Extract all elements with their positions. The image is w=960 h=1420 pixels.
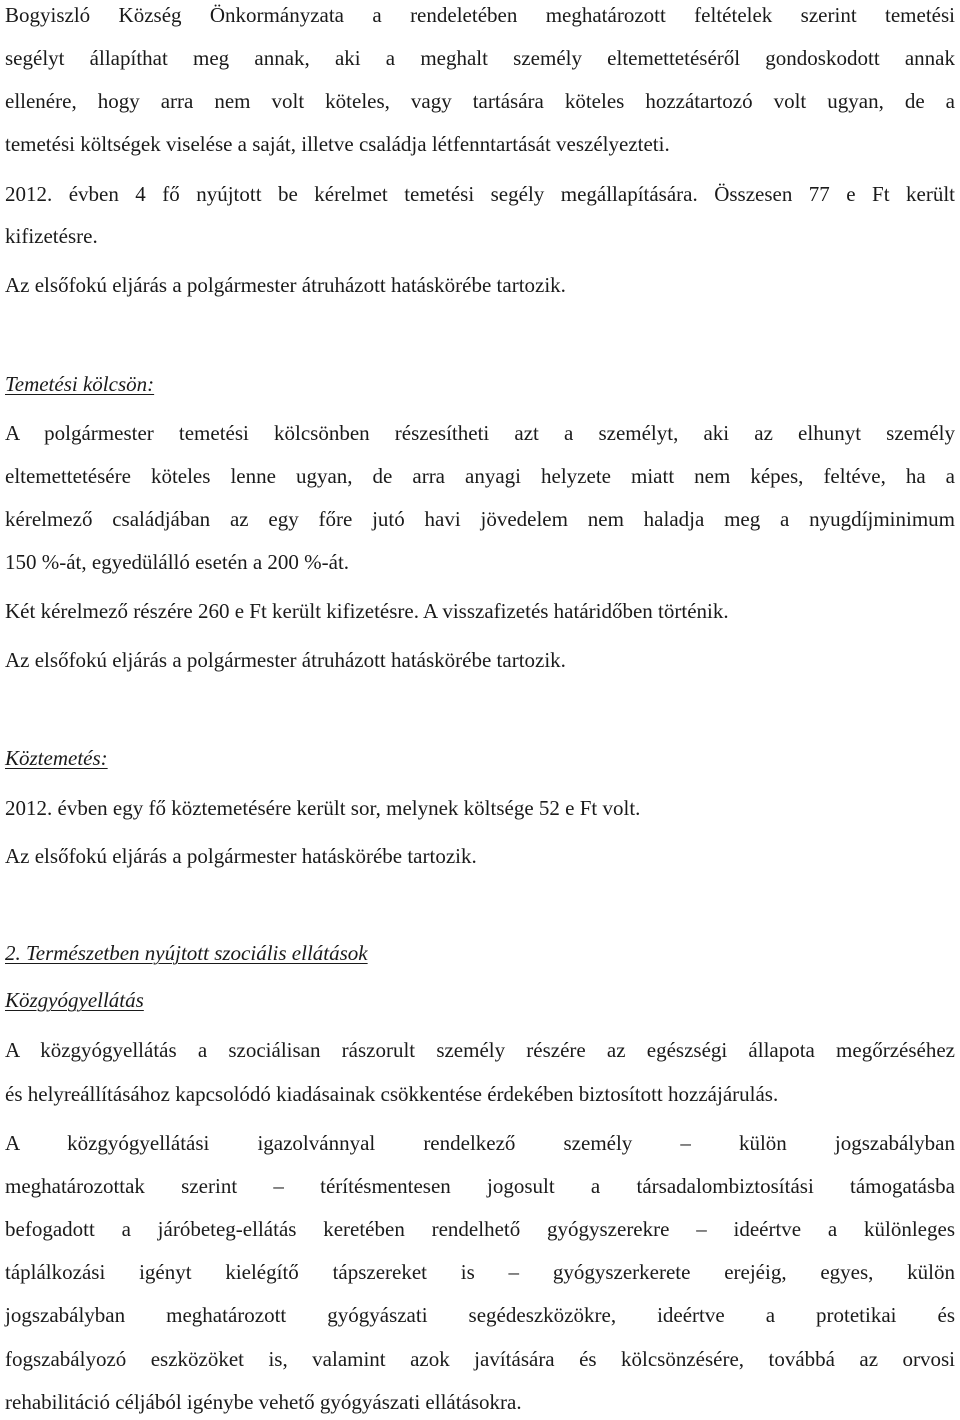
paragraph-line: jogszabályban meghatározott gyógyászati segédeszközökre, ideértve a protetikai és bbox=[5, 1303, 955, 1327]
section-heading-temetesi-kolcson: Temetési kölcsön: bbox=[5, 372, 155, 396]
paragraph-line: Az elsőfokú eljárás a polgármester átruházott hatáskörébe tartozik. bbox=[5, 648, 566, 672]
section-heading-koztemetes: Köztemetés: bbox=[5, 746, 108, 770]
paragraph-line: eltemettetésére köteles lenne ugyan, de arra anyagi helyzete miatt nem képes, feltéve, ha a bbox=[5, 464, 955, 488]
paragraph-line: kérelmező családjában az egy főre jutó havi jövedelem nem haladja meg a nyugdíjminimum bbox=[5, 507, 955, 531]
paragraph-line: kifizetésre. bbox=[5, 224, 98, 248]
paragraph-line: táplálkozási igényt kielégítő tápszereket is – gyógyszerkerete erejéig, egyes, külön bbox=[5, 1260, 955, 1284]
paragraph-line: Bogyiszló Község Önkormányzata a rendeletében meghatározott feltételek szerint temetési bbox=[5, 3, 955, 27]
paragraph-line: A közgyógyellátás a szociálisan rászorult személy részére az egészségi állapota megőrzéséhez bbox=[5, 1038, 955, 1062]
paragraph-line: fogszabályozó eszközöket is, valamint azok javítására és kölcsönzésére, továbbá az orvosi bbox=[5, 1347, 955, 1371]
paragraph-line: 2012. évben egy fő köztemetésére került sor, melynek költsége 52 e Ft volt. bbox=[5, 796, 641, 820]
paragraph-line: Az elsőfokú eljárás a polgármester hatáskörébe tartozik. bbox=[5, 844, 477, 868]
paragraph-line: 150 %-át, egyedülálló esetén a 200 %-át. bbox=[5, 550, 350, 574]
paragraph-line: 2012. évben 4 fő nyújtott be kérelmet temetési segély megállapítására. Összesen 77 e Ft került bbox=[5, 182, 955, 206]
section-heading-termeszetbeni-ellatasok: 2. Természetben nyújtott szociális ellátások bbox=[5, 941, 368, 965]
paragraph-line: segélyt állapíthat meg annak, aki a meghalt személy eltemettetéséről gondoskodott annak bbox=[5, 46, 955, 70]
paragraph-line: ellenére, hogy arra nem volt köteles, vagy tartására köteles hozzátartozó volt ugyan, de a bbox=[5, 89, 955, 113]
paragraph-line: A közgyógyellátási igazolvánnyal rendelkező személy – külön jogszabályban bbox=[5, 1131, 955, 1155]
paragraph-line: és helyreállításához kapcsolódó kiadásainak csökkentése érdekében biztosított hozzájárulás. bbox=[5, 1082, 779, 1106]
paragraph-line: Az elsőfokú eljárás a polgármester átruházott hatáskörébe tartozik. bbox=[5, 273, 566, 297]
paragraph-line: Két kérelmező részére 260 e Ft került kifizetésre. A visszafizetés határidőben történik. bbox=[5, 599, 729, 623]
paragraph-line: A polgármester temetési kölcsönben részesítheti azt a személyt, aki az elhunyt személy bbox=[5, 421, 955, 445]
paragraph-line: meghatározottak szerint – térítésmentesen jogosult a társadalombiztosítási támogatásba bbox=[5, 1174, 955, 1198]
section-heading-kozgyogyellatas: Közgyógyellátás bbox=[5, 988, 144, 1012]
paragraph-line: rehabilitáció céljából igénybe vehető gyógyászati ellátásokra. bbox=[5, 1390, 522, 1414]
paragraph-line: befogadott a járóbeteg-ellátás keretében rendelhető gyógyszerekre – ideértve a különleges bbox=[5, 1217, 955, 1241]
paragraph-line: temetési költségek viselése a saját, illetve családja létfenntartását veszélyezteti. bbox=[5, 132, 670, 156]
